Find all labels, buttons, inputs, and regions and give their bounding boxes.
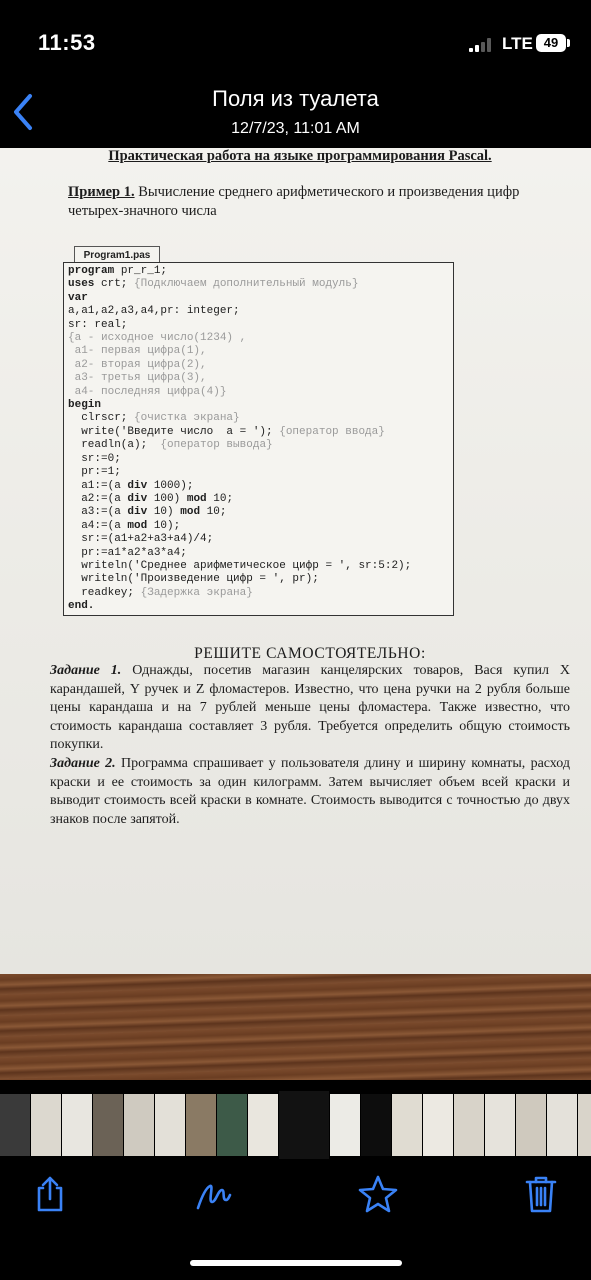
photo-thumbnail[interactable] [516,1094,546,1156]
task2-text: Программа спрашивает у пользователя длину и ширину комнаты, расход краски и ее стоимость за один килограмм. Затем вычисляет объем всей краски и выводит стоимость всей краски в комнате. Стоимость выводится с точностью до двух знаков после запятой. [50,755,570,827]
code-text: a2:=(a [68,492,128,505]
bottom-toolbar [0,1162,591,1232]
code-text: pr:=a1*a2*a3*a4; [68,546,187,559]
favorite-button[interactable] [356,1172,400,1216]
code-line [68,319,411,332]
file-tab: Program1.pas [74,246,160,265]
code-line [68,412,411,425]
code-line [68,587,411,600]
paper-sheet [0,148,591,974]
wooden-table [0,974,591,1080]
code-line [68,372,411,385]
status-time: 11:53 [38,30,96,55]
code-line [68,439,411,452]
star-icon [356,1172,400,1216]
code-text: 10; [200,506,227,519]
task1-label: Задание 1. [50,663,122,678]
code-line [68,560,411,573]
cellular-signal-icon [469,38,495,52]
code-text: writeln('Произведение цифр = ', pr); [68,573,319,586]
code-text: a1:=(a [68,479,128,492]
code-text: crt; [94,278,135,291]
task1-text: Однажды, посетив магазин канцелярских товаров, Вася купил X карандашей, Y ручек и Z фломастеров. Известно, что цена ручки на 2 рубля больше цены карандаша и на 7 рублей меньше цены фломастера. Также известно, что стоимость карандаша составляет 3 рубля. Требуется определить общую стоимость покупки. [50,663,570,753]
photo-thumbnail[interactable] [62,1094,92,1156]
code-text: sr:=(a1+a2+a3+a4)/4; [68,533,214,546]
code-keyword: div [127,479,148,492]
share-icon [28,1172,72,1216]
code-line [68,386,411,399]
code-line [68,292,411,305]
code-keyword: div [127,506,148,519]
code-text: clrscr; [68,412,135,425]
code-line [68,278,411,291]
code-text: 10) [147,506,181,519]
album-title: Поля из туалета [212,86,379,111]
network-type: LTE [502,34,533,53]
photo-thumbnail[interactable] [248,1094,278,1156]
photo-thumbnail[interactable] [0,1094,30,1156]
code-line [68,345,411,358]
pascal-code [68,265,411,614]
code-keyword: mod [186,492,207,505]
code-comment: a4- последняя цифра(4)} [68,385,227,398]
code-text: 10); [147,519,181,532]
code-keyword: begin [68,399,102,412]
code-comment: a2- вторая цифра(2), [68,358,207,371]
photo-view[interactable] [0,148,591,1080]
markup-button[interactable] [192,1172,236,1216]
photo-header [0,80,591,148]
thumbnail-strip[interactable] [0,1094,591,1156]
photo-thumbnail[interactable] [547,1094,577,1156]
code-listing [63,262,454,616]
status-bar [0,0,591,80]
code-keyword: var [68,291,88,304]
code-text: 10; [206,492,234,505]
example-label: Пример 1. [68,184,135,200]
photo-thumbnail[interactable] [31,1094,61,1156]
photo-thumbnail[interactable] [578,1094,591,1156]
code-line [68,399,411,412]
code-keyword: mod [127,519,148,532]
photo-thumbnail[interactable] [423,1094,453,1156]
code-keyword: end. [68,600,95,613]
code-keyword: uses [68,278,95,291]
battery-tip [567,39,570,47]
photo-thumbnail[interactable] [279,1091,329,1159]
photo-thumbnail[interactable] [392,1094,422,1156]
code-text: a3:=(a [68,506,128,519]
code-text: readln(a); [68,439,161,452]
code-comment: {очистка экрана} [134,412,240,425]
code-text: readkey; [68,586,141,599]
battery-icon: 49 [536,34,566,52]
code-comment: a3- третья цифра(3), [68,372,207,385]
code-line [68,506,411,519]
code-text: pr:=1; [68,466,121,479]
code-line [68,305,411,318]
code-line [68,359,411,372]
code-text: 1000); [147,479,194,492]
code-comment: a1- первая цифра(1), [68,345,207,358]
code-line [68,332,411,345]
photo-thumbnail[interactable] [186,1094,216,1156]
solve-heading: РЕШИТЕ САМОСТОЯТЕЛЬНО: [194,645,426,662]
photo-thumbnail[interactable] [217,1094,247,1156]
code-text: sr: real; [68,318,128,331]
code-line [68,547,411,560]
code-line [68,573,411,586]
code-comment: {Подключаем дополнительный модуль} [134,278,359,291]
code-comment: {оператор вывода} [160,439,273,452]
code-keyword: mod [180,506,201,519]
code-text: sr:=0; [68,452,121,465]
code-comment: {a - исходное число(1234) , [68,332,247,345]
photo-thumbnail[interactable] [330,1094,360,1156]
code-text: pr_r_1; [114,265,168,277]
code-text: a4:=(a [68,519,128,532]
task2-label: Задание 2. [50,755,116,771]
task-1 [50,662,570,755]
code-line [68,480,411,493]
code-line [68,520,411,533]
code-line [68,600,411,613]
photo-thumbnail[interactable] [361,1094,391,1156]
code-text: a,a1,a2,a3,a4,pr: integer; [68,305,240,318]
delete-button[interactable] [519,1172,563,1216]
photo-thumbnail[interactable] [485,1094,515,1156]
photo-thumbnail[interactable] [454,1094,484,1156]
tasks-text [50,662,570,829]
code-line [68,426,411,439]
home-indicator [190,1260,402,1266]
photo-date: 12/7/23, 11:01 AM [231,120,360,137]
code-line [68,265,411,278]
code-line [68,466,411,479]
markup-icon [192,1172,236,1216]
share-button[interactable] [28,1172,72,1216]
code-line [68,453,411,466]
code-line [68,493,411,506]
photo-thumbnail[interactable] [155,1094,185,1156]
photo-thumbnail[interactable] [93,1094,123,1156]
code-keyword: program [68,265,115,277]
code-text: writeln('Среднее арифметическое цифр = ', sr:5:2); [68,559,412,572]
photo-thumbnail[interactable] [124,1094,154,1156]
code-comment: {оператор ввода} [279,425,385,438]
code-keyword: div [127,492,148,505]
trash-icon [519,1172,563,1216]
task-2 [50,755,570,829]
document-title: Практическая работа на языке программирования Pascal. [108,148,492,164]
code-text: write('Введите число a = '); [68,425,280,438]
code-text: 100) [147,492,187,505]
code-line [68,533,411,546]
code-comment: {Задержка экрана} [140,586,253,599]
example-heading [68,183,568,221]
example-text: Вычисление среднего арифметического и произведения цифр четырех-значного числа [68,184,520,219]
